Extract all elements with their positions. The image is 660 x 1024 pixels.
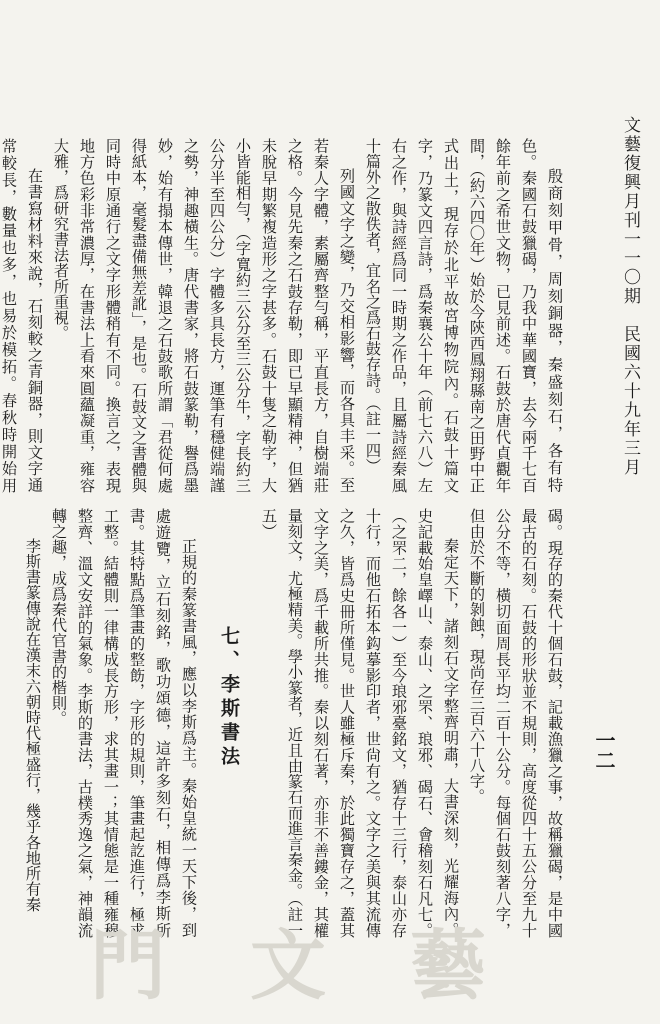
paragraph: 李斯書篆傳說在漢末六朝時代極盛行，幾乎各地所有秦 (24, 538, 42, 913)
upper-text-block (0, 138, 568, 493)
watermark: 門 文 藝 (90, 921, 490, 1010)
section-heading: 七、李斯書法 (218, 626, 240, 770)
lower-text-block (23, 508, 568, 938)
paragraph: 碣。現存的秦代十個石鼓，記載漁獵之事，故稱獵碣，是中國最古的石刻。石鼓的形狀並不規則，高度從四十五公分至九十公分不等，橫切面周長平均二百十公分。每個石鼓刻著八字，但由於不斷的剝蝕，現尚存三百六十八字。 (468, 508, 564, 938)
page-number: 一二 (592, 730, 616, 770)
paragraph: 列國文字之變，乃交相影響，而各具丰采。至若秦人字體，素屬齊整勻稱，平直長方，自樹端莊之格。今見先秦之石鼓存勒，即已早顯精神，但猶未脫早期繁複造形之字甚多。石鼓十隻之勒字，大小皆能相勻，（字寬約三公分至三公分牛，字長約三公分半至四公分）字體多具長方，運筆有穩健端謹之勢，神趣橫生。唐代書家，將石鼓篆勒，譽爲墨妙，始有搨本傳世，韓退之石鼓歌所謂「君從何處得紙本，毫髮盡備無差訛」，是也。石鼓文之書體與同時中原通行之文字形體稍有不同。換言之，表現地方色彩非常濃厚，在書法上看來圓蘊凝重，雍容大雅，爲研究書法者所重視。 (52, 138, 356, 493)
paragraph: 殷商刻甲骨，周刻銅器，秦盛刻石，各有特色。秦國石鼓獵碣，乃我中華國寶，去今兩千七百餘年前之希世文物，已見前述。石鼓於唐代貞觀年間，（約六四〇年）始於今陝西鳳翔縣南之田野中正式出土，現存於北平故宮博物院內。石鼓十篇文字，乃篆文四言詩，爲秦襄公十年（前七六八）左右之作，與詩經爲同一時期之作品，且屬詩經秦風十篇外之散佚者，宜名之爲石鼓存詩。（註一四） (364, 138, 564, 493)
paragraph: 正規的秦篆書風，應以李斯爲主。秦始皇統一天下後，到處遊覽，立石刻銘，歌功頌德，這許多刻石，相傳爲李斯所書。其特點爲筆畫的整飭，字形的規則，筆畫起訖進行，極求工整。結體則一律構成長方形，求其畫一；其情態是一種雍穆整齊、溫文安詳的氣象。李斯的書法，古樸秀逸之氣，神韻流轉之趣，成爲秦代官書的楷則。 (50, 508, 198, 938)
paragraph: 在書寫材料來說，石刻較之青銅器，則文字通常較長，數量也多，也易於模拓。春秋時開始用 (0, 138, 44, 493)
paragraph: 秦定天下，諸刻石文字整齊明肅，大書深刻，光耀海內。史記載始皇嶧山、泰山、之罘、琅邪、碣石、會稽刻石凡七。（之罘二，餘各一）至今琅邪臺銘文，猶存十三行，泰山亦存十行，而他石拓本鈎摹影印者，世尙有之。文字之美與其流傳之久，皆爲史冊所僅見。世人雖極斥秦，於此獨寶存之，蓋其文字之美，爲千載所共推。秦以刻石著，亦非不善鏤金，其權量刻文，尤極精美。學小篆者，近且由篆石而進言秦金。（註一五） (260, 508, 460, 938)
running-head: 文藝復興月刊一一〇期 民國六十九年三月 (620, 116, 640, 477)
